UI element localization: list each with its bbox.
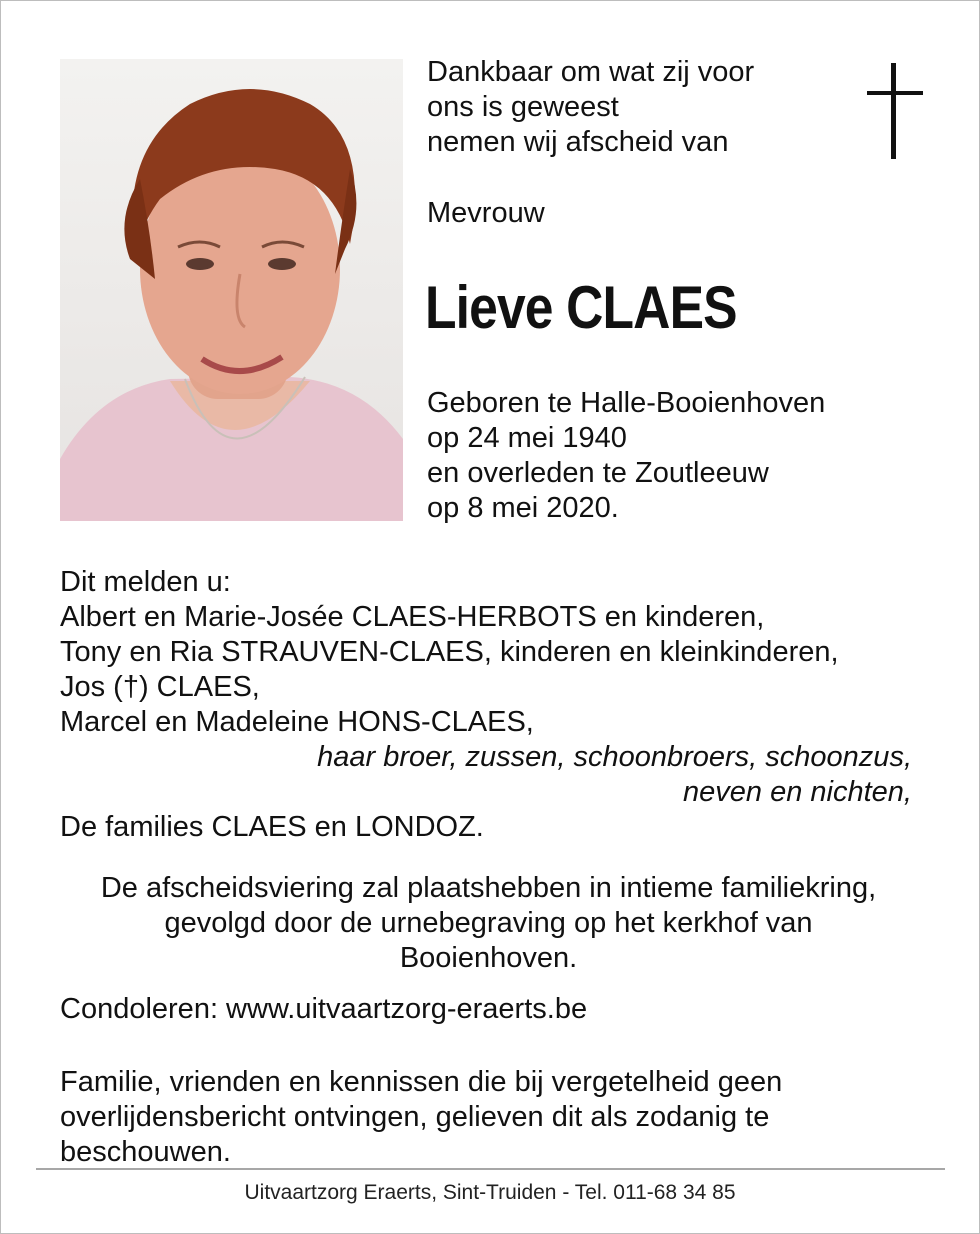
announcement <box>60 565 920 845</box>
ceremony-line: gevolgd door de urnebegraving op het kerkhof van <box>164 907 813 939</box>
birth-line: op 8 mei 2020. <box>427 492 619 524</box>
relation-line: neven en nichten, <box>683 776 912 808</box>
intro-line: Dankbaar om wat zij voor <box>427 56 755 88</box>
families-line: De families CLAES en LONDOZ. <box>60 811 484 843</box>
funeral-home-footer: Uitvaartzorg Eraerts, Sint-Truiden - Tel. 011-68 34 85 <box>244 1181 736 1204</box>
latin-cross-icon <box>867 63 923 159</box>
birth-line: Geboren te Halle-Booienhoven <box>427 387 826 419</box>
intro-line: nemen wij afscheid van <box>427 126 729 158</box>
birth-line: en overleden te Zoutleeuw <box>427 457 769 489</box>
family-line: Jos (†) CLAES, <box>60 671 260 703</box>
notice-text <box>60 1065 782 1170</box>
divider <box>36 1168 945 1170</box>
notice-line: Familie, vrienden en kennissen die bij vergetelheid geen <box>60 1066 783 1098</box>
announcement-heading: Dit melden u: <box>60 566 231 598</box>
deceased-name: Lieve CLAES <box>425 274 737 341</box>
notice-line: overlijdensbericht ontvingen, gelieven dit als zodanig te <box>60 1101 770 1133</box>
notice-line: beschouwen. <box>60 1136 231 1168</box>
family-line: Marcel en Madeleine HONS-CLAES, <box>60 706 534 738</box>
ceremony-text <box>41 871 936 976</box>
condolences-link[interactable]: Condoleren: www.uitvaartzorg-eraerts.be <box>60 993 588 1025</box>
intro-line: ons is geweest <box>427 91 619 123</box>
relation-line: haar broer, zussen, schoonbroers, schoonzus, <box>317 741 912 773</box>
family-line: Tony en Ria STRAUVEN-CLAES, kinderen en kleinkinderen, <box>60 636 839 668</box>
portrait-photo <box>60 59 403 521</box>
ceremony-line: Booienhoven. <box>399 942 578 974</box>
intro-text <box>427 55 754 160</box>
honorific: Mevrouw <box>427 197 545 229</box>
ceremony-line: De afscheidsviering zal plaatshebben in intieme familiekring, <box>100 872 877 904</box>
family-line: Albert en Marie-Josée CLAES-HERBOTS en kinderen, <box>60 601 765 633</box>
birth-death-details <box>427 386 825 526</box>
birth-line: op 24 mei 1940 <box>427 422 627 454</box>
